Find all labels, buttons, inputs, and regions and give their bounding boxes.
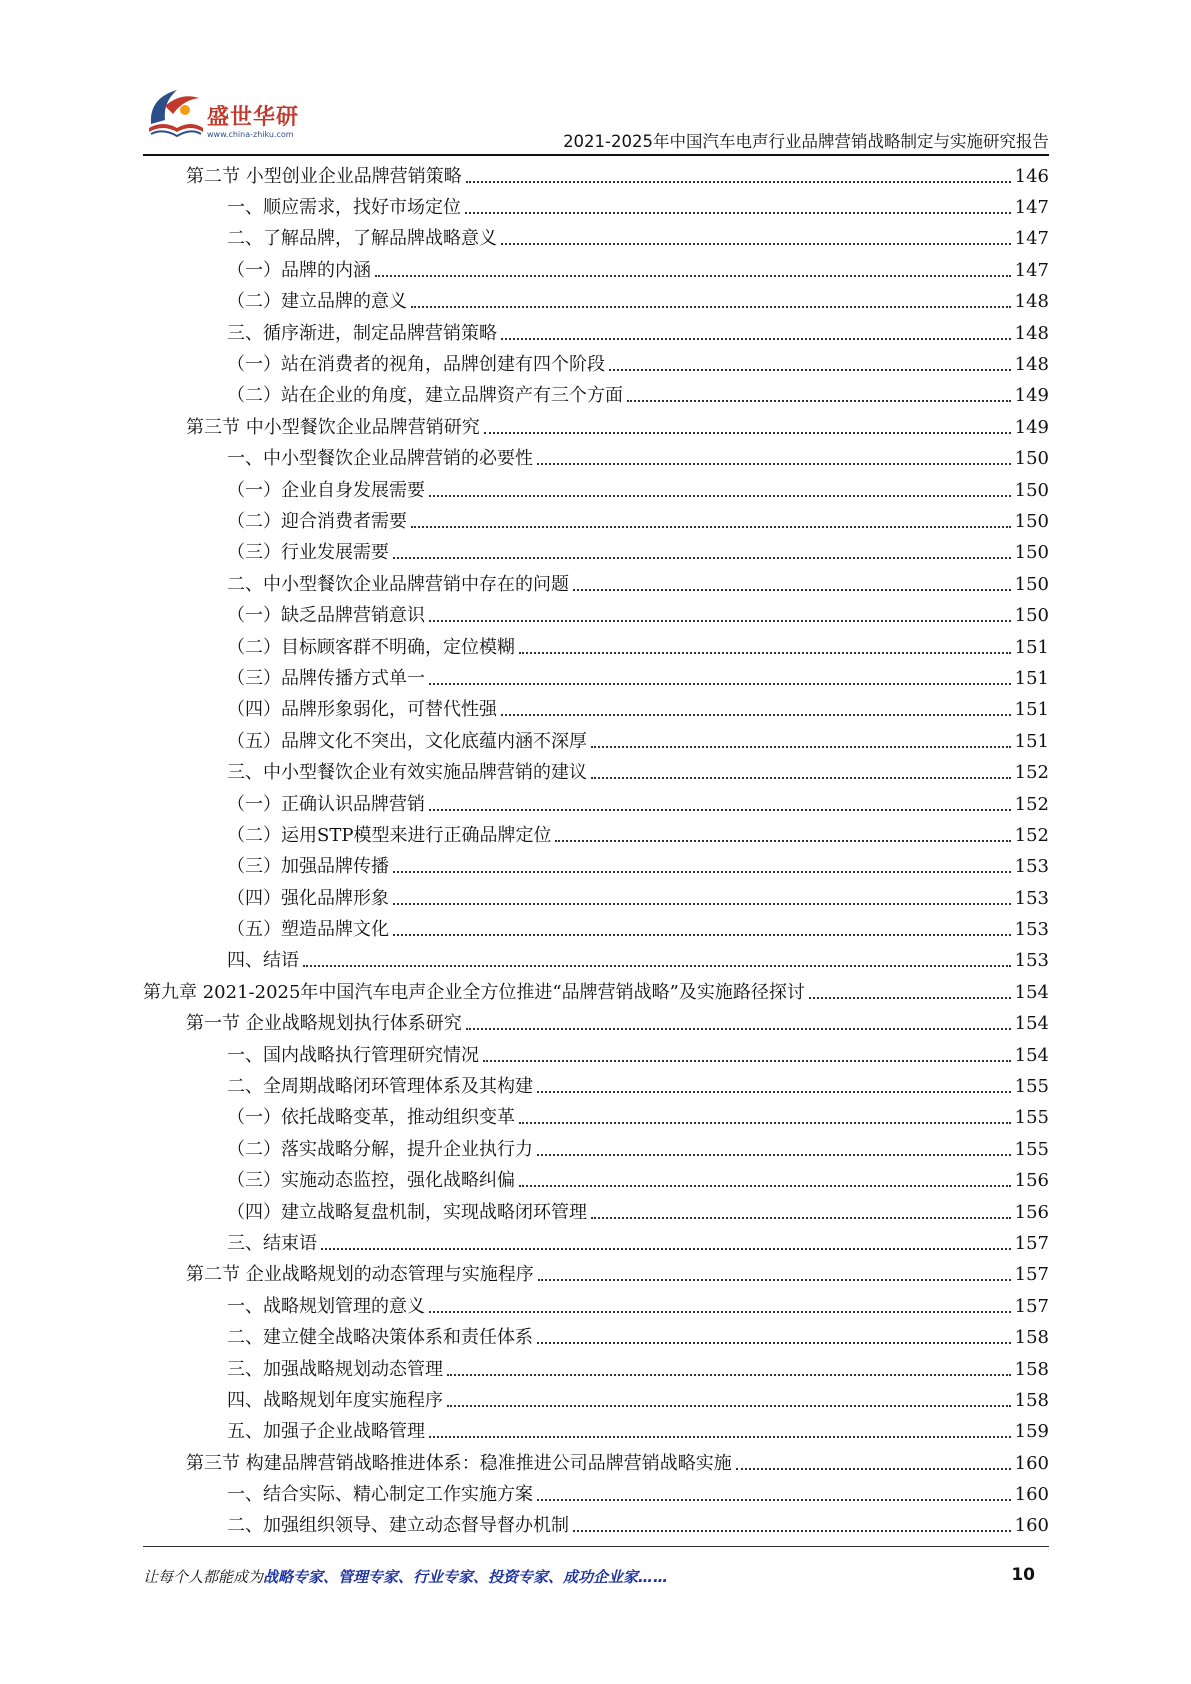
toc-entry-page: 148 bbox=[1014, 354, 1049, 376]
toc-dot-leader bbox=[466, 181, 1011, 183]
toc-entry-title: （一）依托战略变革，推动组织变革 bbox=[227, 1107, 515, 1129]
toc-dot-leader bbox=[519, 1122, 1011, 1124]
toc-entry[interactable] bbox=[143, 506, 1049, 537]
toc-entry-page: 148 bbox=[1014, 291, 1049, 313]
toc-entry[interactable] bbox=[143, 789, 1049, 820]
toc-entry-title: （一）品牌的内涵 bbox=[227, 259, 371, 281]
toc-entry-title: 三、加强战略规划动态管理 bbox=[227, 1358, 443, 1380]
toc-entry-title: 三、结束语 bbox=[227, 1232, 317, 1254]
toc-entry-page: 150 bbox=[1014, 573, 1049, 595]
toc-entry-page: 152 bbox=[1014, 762, 1049, 784]
toc-entry[interactable] bbox=[143, 663, 1049, 694]
toc-entry-page: 151 bbox=[1014, 667, 1049, 689]
toc-dot-leader bbox=[411, 526, 1011, 528]
toc-entry-title: 一、战略规划管理的意义 bbox=[227, 1295, 425, 1317]
toc-dot-leader bbox=[303, 965, 1011, 967]
toc-dot-leader bbox=[466, 1028, 1011, 1030]
toc-entry[interactable] bbox=[143, 1228, 1049, 1259]
toc-entry-page: 159 bbox=[1014, 1421, 1049, 1443]
toc-dot-leader bbox=[375, 275, 1011, 277]
toc-entry[interactable] bbox=[143, 1166, 1049, 1197]
toc-dot-leader bbox=[537, 1154, 1011, 1156]
toc-entry-title: 一、国内战略执行管理研究情况 bbox=[227, 1044, 479, 1066]
toc-entry-title: 第三节 中小型餐饮企业品牌营销研究 bbox=[186, 416, 480, 438]
toc-dot-leader bbox=[609, 369, 1011, 371]
toc-dot-leader bbox=[591, 1217, 1011, 1219]
toc-entry[interactable] bbox=[143, 1071, 1049, 1102]
toc-entry-page: 149 bbox=[1014, 385, 1049, 407]
toc-entry[interactable] bbox=[143, 569, 1049, 600]
toc-dot-leader bbox=[483, 1060, 1011, 1062]
toc-entry-page: 154 bbox=[1014, 1044, 1049, 1066]
toc-entry-page: 149 bbox=[1014, 416, 1049, 438]
toc-entry-page: 156 bbox=[1014, 1170, 1049, 1192]
toc-entry-title: 二、中小型餐饮企业品牌营销中存在的问题 bbox=[227, 573, 569, 595]
toc-entry-page: 157 bbox=[1014, 1232, 1049, 1254]
toc-dot-leader bbox=[393, 557, 1011, 559]
toc-entry-page: 152 bbox=[1014, 793, 1049, 815]
toc-entry-title: （二）建立品牌的意义 bbox=[227, 291, 407, 313]
toc-entry[interactable] bbox=[143, 946, 1049, 977]
header-divider bbox=[143, 154, 1049, 156]
toc-entry[interactable] bbox=[143, 1479, 1049, 1510]
toc-dot-leader bbox=[627, 400, 1011, 402]
toc-entry-title: 二、建立健全战略决策体系和责任体系 bbox=[227, 1327, 533, 1349]
toc-entry[interactable] bbox=[143, 1291, 1049, 1322]
toc-entry[interactable] bbox=[143, 1103, 1049, 1134]
toc-entry-title: 第二节 小型创业企业品牌营销策略 bbox=[186, 165, 462, 187]
toc-dot-leader bbox=[321, 1248, 1011, 1250]
toc-entry-page: 152 bbox=[1014, 824, 1049, 846]
toc-entry[interactable] bbox=[143, 444, 1049, 475]
toc-entry-page: 153 bbox=[1014, 887, 1049, 909]
toc-dot-leader bbox=[519, 652, 1011, 654]
toc-entry-title: （一）站在消费者的视角，品牌创建有四个阶段 bbox=[227, 354, 605, 376]
toc-dot-leader bbox=[429, 495, 1011, 497]
toc-entry-title: （五）塑造品牌文化 bbox=[227, 919, 389, 941]
toc-entry[interactable] bbox=[143, 1511, 1049, 1542]
toc-entry-page: 151 bbox=[1014, 730, 1049, 752]
toc-entry-page: 160 bbox=[1014, 1484, 1049, 1506]
toc-entry-title: 四、战略规划年度实施程序 bbox=[227, 1389, 443, 1411]
toc-entry[interactable] bbox=[143, 1448, 1049, 1479]
toc-entry-page: 150 bbox=[1014, 605, 1049, 627]
toc-dot-leader bbox=[501, 243, 1011, 245]
toc-entry[interactable] bbox=[143, 883, 1049, 914]
toc-dot-leader bbox=[393, 871, 1011, 873]
toc-dot-leader bbox=[501, 714, 1011, 716]
toc-dot-leader bbox=[429, 1311, 1011, 1313]
page-footer bbox=[143, 1566, 1049, 1590]
toc-dot-leader bbox=[809, 997, 1011, 999]
toc-dot-leader bbox=[736, 1468, 1011, 1470]
toc-entry-page: 155 bbox=[1014, 1138, 1049, 1160]
toc-entry-title: 一、中小型餐饮企业品牌营销的必要性 bbox=[227, 448, 533, 470]
toc-entry-title: （一）企业自身发展需要 bbox=[227, 479, 425, 501]
toc-entry-title: （三）加强品牌传播 bbox=[227, 856, 389, 878]
toc-dot-leader bbox=[573, 1530, 1011, 1532]
toc-entry[interactable] bbox=[143, 977, 1049, 1008]
toc-entry-title: （三）实施动态监控，强化战略纠偏 bbox=[227, 1170, 515, 1192]
toc-entry[interactable] bbox=[143, 475, 1049, 506]
toc-dot-leader bbox=[501, 338, 1011, 340]
toc-entry[interactable] bbox=[143, 1260, 1049, 1291]
toc-dot-leader bbox=[447, 1374, 1011, 1376]
toc-entry-page: 158 bbox=[1014, 1358, 1049, 1380]
toc-entry[interactable] bbox=[143, 632, 1049, 663]
toc-entry-title: （五）品牌文化不突出，文化底蕴内涵不深厚 bbox=[227, 730, 587, 752]
toc-entry[interactable] bbox=[143, 1354, 1049, 1385]
toc-dot-leader bbox=[393, 934, 1011, 936]
toc-entry[interactable] bbox=[143, 820, 1049, 851]
toc-entry[interactable] bbox=[143, 412, 1049, 443]
toc-dot-leader bbox=[555, 840, 1010, 842]
slogan-emphasis: 战略专家、管理专家、行业专家、投资专家、成功企业家…… bbox=[263, 1568, 669, 1586]
toc-entry-title: （四）品牌形象弱化，可替代性强 bbox=[227, 699, 497, 721]
toc-entry-title: 五、加强子企业战略管理 bbox=[227, 1421, 425, 1443]
toc-dot-leader bbox=[573, 589, 1011, 591]
logo-emblem-icon bbox=[143, 80, 207, 144]
toc-dot-leader bbox=[591, 777, 1011, 779]
logo-url: www.china-zhiku.com bbox=[207, 130, 294, 139]
toc-entry-title: 一、结合实际、精心制定工作实施方案 bbox=[227, 1484, 533, 1506]
toc-entry[interactable] bbox=[143, 538, 1049, 569]
toc-entry-title: （三）品牌传播方式单一 bbox=[227, 667, 425, 689]
toc-entry[interactable] bbox=[143, 695, 1049, 726]
toc-entry-page: 160 bbox=[1014, 1515, 1049, 1537]
toc-entry-title: （二）落实战略分解，提升企业执行力 bbox=[227, 1138, 533, 1160]
toc-dot-leader bbox=[537, 1091, 1011, 1093]
toc-entry-page: 151 bbox=[1014, 699, 1049, 721]
toc-dot-leader bbox=[429, 809, 1011, 811]
toc-entry[interactable] bbox=[143, 1385, 1049, 1416]
toc-entry-page: 150 bbox=[1014, 510, 1049, 532]
toc-entry[interactable] bbox=[143, 914, 1049, 945]
toc-entry[interactable] bbox=[143, 1134, 1049, 1165]
toc-dot-leader bbox=[537, 1499, 1011, 1501]
toc-entry-title: 第二节 企业战略规划的动态管理与实施程序 bbox=[186, 1264, 534, 1286]
toc-entry[interactable] bbox=[143, 1197, 1049, 1228]
toc-entry-page: 150 bbox=[1014, 479, 1049, 501]
toc-entry[interactable] bbox=[143, 318, 1049, 349]
toc-entry[interactable] bbox=[143, 255, 1049, 286]
toc-entry-title: 四、结语 bbox=[227, 950, 299, 972]
toc-dot-leader bbox=[447, 1405, 1011, 1407]
toc-entry-title: （四）强化品牌形象 bbox=[227, 887, 389, 909]
toc-entry[interactable] bbox=[143, 1417, 1049, 1448]
toc-dot-leader bbox=[429, 1436, 1011, 1438]
toc-entry-page: 147 bbox=[1014, 228, 1049, 250]
company-logo bbox=[143, 80, 343, 150]
footer-slogan bbox=[143, 1566, 668, 1587]
toc-entry-title: （三）行业发展需要 bbox=[227, 542, 389, 564]
toc-entry-title: （四）建立战略复盘机制，实现战略闭环管理 bbox=[227, 1201, 587, 1223]
table-of-contents bbox=[143, 161, 1049, 1542]
page-number: 10 bbox=[1011, 1565, 1035, 1585]
toc-entry[interactable] bbox=[143, 757, 1049, 788]
toc-entry[interactable] bbox=[143, 161, 1049, 192]
toc-entry-page: 147 bbox=[1014, 259, 1049, 281]
toc-entry-page: 146 bbox=[1014, 165, 1049, 187]
logo-name: 盛世华研 bbox=[207, 105, 300, 130]
toc-entry-title: 一、顺应需求，找好市场定位 bbox=[227, 197, 461, 219]
toc-dot-leader bbox=[538, 1279, 1011, 1281]
report-title: 2021-2025年中国汽车电声行业品牌营销战略制定与实施研究报告 bbox=[563, 132, 1049, 151]
toc-entry-title: 第一节 企业战略规划执行体系研究 bbox=[186, 1013, 462, 1035]
toc-entry-page: 150 bbox=[1014, 542, 1049, 564]
toc-dot-leader bbox=[537, 1342, 1011, 1344]
toc-entry[interactable] bbox=[143, 287, 1049, 318]
toc-dot-leader bbox=[465, 212, 1011, 214]
toc-dot-leader bbox=[393, 903, 1011, 905]
toc-entry[interactable] bbox=[143, 600, 1049, 631]
toc-entry-page: 157 bbox=[1014, 1264, 1049, 1286]
toc-entry-title: 二、了解品牌，了解品牌战略意义 bbox=[227, 228, 497, 250]
toc-entry[interactable] bbox=[143, 192, 1049, 223]
toc-entry-page: 155 bbox=[1014, 1076, 1049, 1098]
toc-entry-title: 第九章 2021-2025年中国汽车电声企业全方位推进“品牌营销战略”及实施路径探讨 bbox=[143, 981, 805, 1003]
toc-entry-page: 160 bbox=[1014, 1452, 1049, 1474]
slogan-prefix: 让每个人都能成为 bbox=[143, 1568, 264, 1586]
toc-entry-page: 158 bbox=[1014, 1389, 1049, 1411]
toc-entry[interactable] bbox=[143, 224, 1049, 255]
toc-entry-title: 第三节 构建品牌营销战略推进体系：稳准推进公司品牌营销战略实施 bbox=[186, 1452, 732, 1474]
toc-entry[interactable] bbox=[143, 1040, 1049, 1071]
toc-entry[interactable] bbox=[143, 1009, 1049, 1040]
toc-entry-title: （二）目标顾客群不明确，定位模糊 bbox=[227, 636, 515, 658]
toc-dot-leader bbox=[429, 683, 1011, 685]
page-header bbox=[143, 80, 1049, 158]
toc-dot-leader bbox=[537, 463, 1011, 465]
toc-entry-page: 151 bbox=[1014, 636, 1049, 658]
toc-entry-page: 147 bbox=[1014, 197, 1049, 219]
toc-entry[interactable] bbox=[143, 349, 1049, 380]
toc-dot-leader bbox=[484, 432, 1011, 434]
toc-entry[interactable] bbox=[143, 726, 1049, 757]
toc-entry-title: 二、加强组织领导、建立动态督导督办机制 bbox=[227, 1515, 569, 1537]
toc-entry-title: （一）缺乏品牌营销意识 bbox=[227, 605, 425, 627]
toc-entry-page: 153 bbox=[1014, 856, 1049, 878]
toc-entry[interactable] bbox=[143, 852, 1049, 883]
footer-divider bbox=[143, 1546, 1049, 1547]
toc-entry-page: 150 bbox=[1014, 448, 1049, 470]
toc-entry-page: 154 bbox=[1014, 1013, 1049, 1035]
toc-entry-page: 153 bbox=[1014, 919, 1049, 941]
toc-entry-page: 155 bbox=[1014, 1107, 1049, 1129]
toc-dot-leader bbox=[519, 1185, 1011, 1187]
toc-entry-title: （二）迎合消费者需要 bbox=[227, 510, 407, 532]
toc-entry-title: （二）运用STP模型来进行正确品牌定位 bbox=[227, 824, 552, 846]
toc-entry-title: 三、循序渐进，制定品牌营销策略 bbox=[227, 322, 497, 344]
toc-entry[interactable] bbox=[143, 1322, 1049, 1353]
toc-entry-title: 三、中小型餐饮企业有效实施品牌营销的建议 bbox=[227, 762, 587, 784]
toc-entry-page: 154 bbox=[1014, 981, 1049, 1003]
toc-dot-leader bbox=[429, 620, 1011, 622]
toc-entry-title: （二）站在企业的角度，建立品牌资产有三个方面 bbox=[227, 385, 623, 407]
toc-entry[interactable] bbox=[143, 381, 1049, 412]
toc-entry-page: 156 bbox=[1014, 1201, 1049, 1223]
toc-entry-page: 157 bbox=[1014, 1295, 1049, 1317]
toc-entry-page: 153 bbox=[1014, 950, 1049, 972]
toc-dot-leader bbox=[591, 746, 1011, 748]
toc-dot-leader bbox=[411, 306, 1011, 308]
toc-entry-title: 二、全周期战略闭环管理体系及其构建 bbox=[227, 1076, 533, 1098]
toc-entry-title: （一）正确认识品牌营销 bbox=[227, 793, 425, 815]
toc-entry-page: 148 bbox=[1014, 322, 1049, 344]
toc-entry-page: 158 bbox=[1014, 1327, 1049, 1349]
